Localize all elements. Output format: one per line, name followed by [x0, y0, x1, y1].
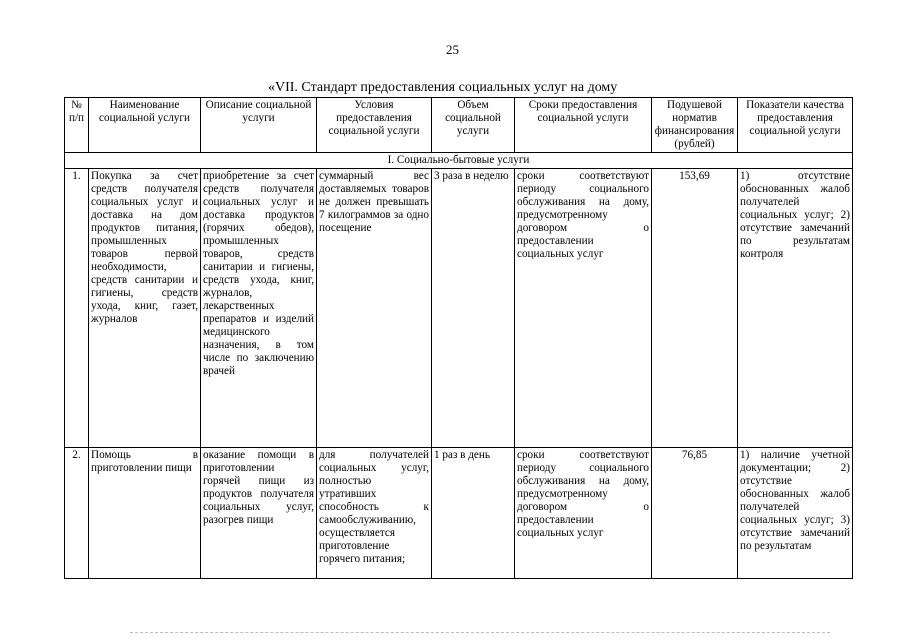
header-norm: Подушевой норматив финансирования (рублей)	[652, 98, 738, 153]
service-terms: сроки соответствуют периоду социального обслуживания на дому, предусмотренному договором о предоставлении социальных услуг	[515, 169, 652, 448]
service-quality: 1) отсутствие обоснованных жалоб получателей социальных услуг; 2) отсутствие замечаний по результатам контроля	[738, 169, 853, 448]
row-number: 2.	[65, 448, 89, 579]
page-number: 25	[446, 42, 459, 57]
table-row	[65, 169, 853, 448]
service-norm: 153,69	[652, 169, 738, 448]
header-conditions: Условия предоставления социальной услуги	[317, 98, 432, 153]
header-quality: Показатели качества предоставления социальной услуги	[738, 98, 853, 153]
section-title: I. Социально-бытовые услуги	[65, 153, 853, 169]
service-conditions: суммарный вес доставляемых товаров не должен превышать 7 килограммов за одно посещение	[317, 169, 432, 448]
service-volume: 3 раза в неделю	[432, 169, 515, 448]
page-bottom-edge	[130, 632, 830, 633]
service-terms: сроки соответствуют периоду социального обслуживания на дому, предусмотренному договором о предоставлении социальных услуг	[515, 448, 652, 579]
section-row	[65, 153, 853, 169]
service-description: приобретение за счет средств получателя социальных услуг и доставка продуктов (горячих обедов), промышленных товаров, средств санитарии и гигиены, средств ухода, книг, журналов, лекарственных препаратов и изделий медицинского назначения, в том числе по заключению врачей	[201, 169, 317, 448]
service-quality: 1) наличие учетной документации; 2) отсутствие обоснованных жалоб получателей социальных услуг; 3) отсутствие замечаний по результатам	[738, 448, 853, 579]
document-title: «VII. Стандарт предоставления социальных услуг на дому	[268, 80, 618, 95]
service-description: оказание помощи в приготовлении горячей пищи из продуктов получателя социальных услуг, разогрев пищи	[201, 448, 317, 579]
service-name: Помощь в приготовлении пищи	[89, 448, 201, 579]
header-description: Описание социальной услуги	[201, 98, 317, 153]
service-name: Покупка за счет средств получателя социальных услуг и доставка на дом продуктов питания, промышленных товаров первой необходимости, средств санитарии и гигиены, средств ухода, книг, газет, журналов	[89, 169, 201, 448]
header-row	[65, 98, 853, 153]
service-volume: 1 раз в день	[432, 448, 515, 579]
service-conditions: для получателей социальных услуг, полностью утративших способность к самообслуживанию, осуществляется приготовление горячего питания;	[317, 448, 432, 579]
row-number: 1.	[65, 169, 89, 448]
header-terms: Сроки предоставления социальной услуги	[515, 98, 652, 153]
table-row	[65, 448, 853, 579]
service-norm: 76,85	[652, 448, 738, 579]
header-volume: Объем социальной услуги	[432, 98, 515, 153]
header-name: Наименование социальной услуги	[89, 98, 201, 153]
service-standard-table	[64, 97, 853, 579]
header-num: № п/п	[65, 98, 89, 153]
